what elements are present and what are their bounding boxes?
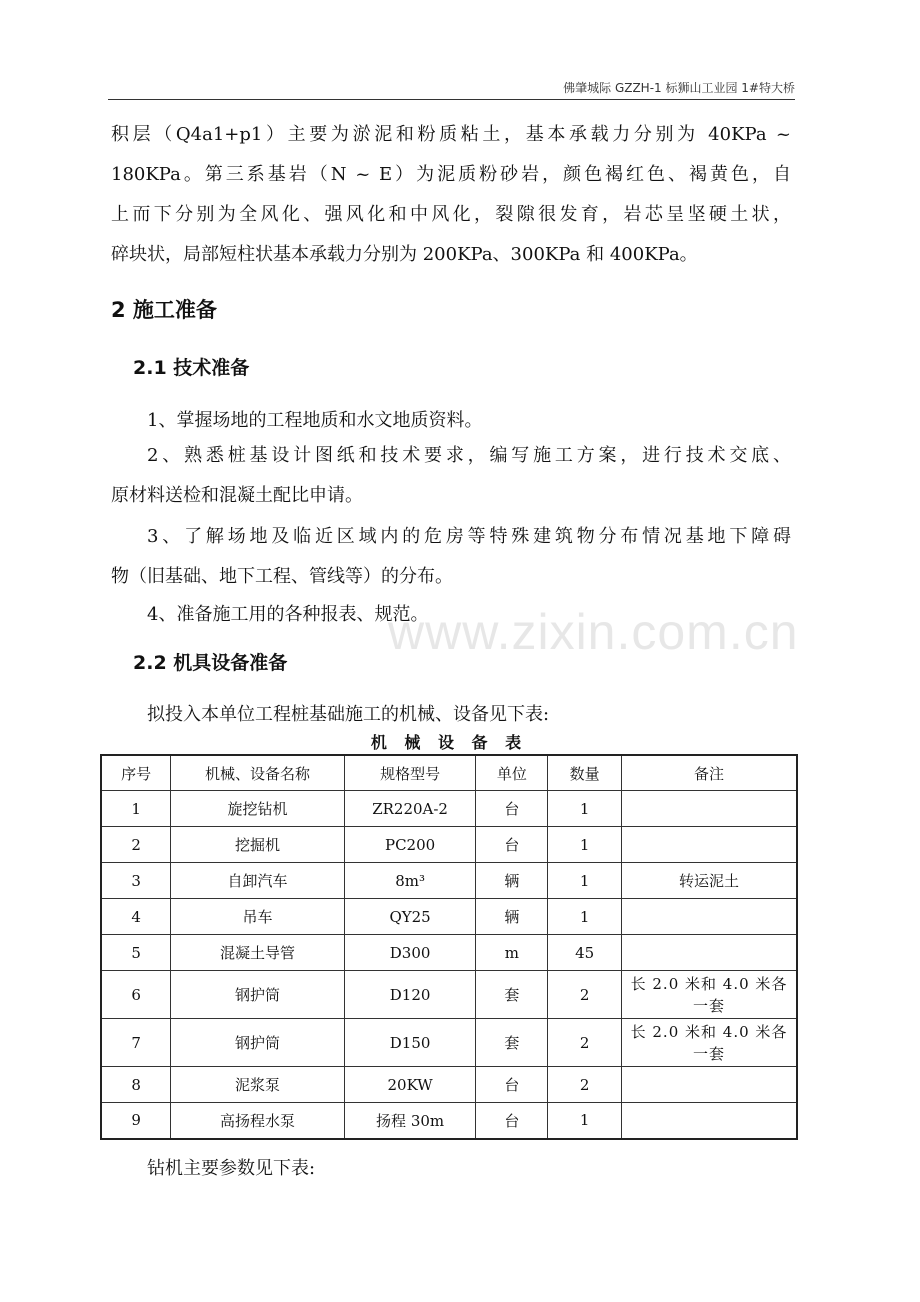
table-cell: 台	[476, 827, 548, 863]
table-cell: 旋挖钻机	[171, 791, 344, 827]
table-cell: 台	[476, 791, 548, 827]
table-cell: QY25	[344, 899, 476, 935]
list-line: 3、了解场地及临近区域内的危房等特殊建筑物分布情况基地下障碍	[147, 526, 791, 547]
subsection-heading-equipment: 2.2 机具设备准备	[133, 652, 288, 674]
table-cell: 8m³	[344, 863, 476, 899]
table-cell: 4	[101, 899, 171, 935]
table-cell	[622, 899, 797, 935]
paragraph-line: 积层（Q4a1+p1）主要为淤泥和粉质粘土，基本承载力分别为 40KPa ~	[111, 124, 791, 145]
table-cell: 套	[476, 1019, 548, 1067]
table-cell: 3	[101, 863, 171, 899]
column-header: 单位	[476, 755, 548, 791]
table-cell: 1	[548, 791, 622, 827]
list-item: 1、掌握场地的工程地质和水文地质资料。	[147, 410, 483, 431]
table-cell: 吊车	[171, 899, 344, 935]
table-cell: D150	[344, 1019, 476, 1067]
table-cell: 6	[101, 971, 171, 1019]
page-header: 佛肇城际 GZZH-1 标狮山工业园 1#特大桥	[108, 79, 795, 100]
table-cell: PC200	[344, 827, 476, 863]
column-header: 规格型号	[344, 755, 476, 791]
table-cell: 高扬程水泵	[171, 1103, 344, 1139]
table-row	[101, 1067, 797, 1103]
table-cell	[622, 1067, 797, 1103]
table-cell: 长 2.0 米和 4.0 米各一套	[622, 1019, 797, 1067]
table-cell: 1	[548, 1103, 622, 1139]
watermark: www.zixin.com.cn	[388, 604, 799, 660]
equipment-table	[100, 754, 798, 1140]
table-row	[101, 791, 797, 827]
table-cell: D300	[344, 935, 476, 971]
table-cell: 泥浆泵	[171, 1067, 344, 1103]
subsection-heading-tech: 2.1 技术准备	[133, 357, 250, 379]
table-cell: 20KW	[344, 1067, 476, 1103]
table-cell: D120	[344, 971, 476, 1019]
table-intro: 拟投入本单位工程桩基础施工的机械、设备见下表:	[147, 704, 550, 725]
table-cell: 辆	[476, 863, 548, 899]
table-cell: 2	[548, 971, 622, 1019]
table-cell: 台	[476, 1067, 548, 1103]
column-header: 数量	[548, 755, 622, 791]
table-row	[101, 899, 797, 935]
column-header: 备注	[622, 755, 797, 791]
table-cell: 2	[548, 1019, 622, 1067]
table-cell: ZR220A-2	[344, 791, 476, 827]
table-row	[101, 1019, 797, 1067]
table-cell: 1	[548, 899, 622, 935]
table-cell: 自卸汽车	[171, 863, 344, 899]
table-cell: 转运泥土	[622, 863, 797, 899]
table-row	[101, 935, 797, 971]
column-header: 序号	[101, 755, 171, 791]
section-heading: 2 施工准备	[111, 298, 217, 322]
table-cell: m	[476, 935, 548, 971]
list-item: 4、准备施工用的各种报表、规范。	[147, 604, 429, 625]
list-line: 原材料送检和混凝土配比申请。	[111, 485, 363, 506]
geology-paragraph	[111, 115, 791, 275]
table-cell: 混凝土导管	[171, 935, 344, 971]
table-row	[101, 971, 797, 1019]
list-line: 物（旧基础、地下工程、管线等）的分布。	[111, 566, 453, 587]
table-cell: 2	[101, 827, 171, 863]
table-cell: 套	[476, 971, 548, 1019]
list-line: 2、熟悉桩基设计图纸和技术要求，编写施工方案，进行技术交底、	[147, 445, 791, 466]
table-row	[101, 863, 797, 899]
table-cell: 1	[548, 863, 622, 899]
table-cell: 钢护筒	[171, 1019, 344, 1067]
table-cell: 8	[101, 1067, 171, 1103]
table-cell	[622, 1103, 797, 1139]
table-cell: 扬程 30m	[344, 1103, 476, 1139]
table-cell: 台	[476, 1103, 548, 1139]
table-cell	[622, 827, 797, 863]
list-item	[111, 517, 791, 597]
table-cell: 5	[101, 935, 171, 971]
table-cell: 7	[101, 1019, 171, 1067]
list-item	[111, 436, 791, 516]
paragraph-line: 碎块状，局部短柱状基本承载力分别为 200KPa、300KPa 和 400KPa。	[111, 244, 698, 265]
column-header: 机械、设备名称	[171, 755, 344, 791]
table-cell: 9	[101, 1103, 171, 1139]
table-cell	[622, 791, 797, 827]
paragraph-line: 上而下分别为全风化、强风化和中风化，裂隙很发育，岩芯呈坚硬土状，	[111, 204, 791, 225]
table-cell: 长 2.0 米和 4.0 米各一套	[622, 971, 797, 1019]
paragraph-line: 180KPa。第三系基岩（N ~ E）为泥质粉砂岩，颜色褐红色、褐黄色，自	[111, 164, 791, 185]
table-cell	[622, 935, 797, 971]
table-row	[101, 1103, 797, 1139]
table-row	[101, 827, 797, 863]
table-cell: 1	[101, 791, 171, 827]
table-cell: 挖掘机	[171, 827, 344, 863]
table-cell: 1	[548, 827, 622, 863]
table-cell: 2	[548, 1067, 622, 1103]
table-outro: 钻机主要参数见下表:	[147, 1158, 316, 1179]
table-cell: 辆	[476, 899, 548, 935]
table-cell: 45	[548, 935, 622, 971]
table-caption: 机 械 设 备 表	[370, 733, 528, 752]
table-cell: 钢护筒	[171, 971, 344, 1019]
table-header-row	[101, 755, 797, 791]
